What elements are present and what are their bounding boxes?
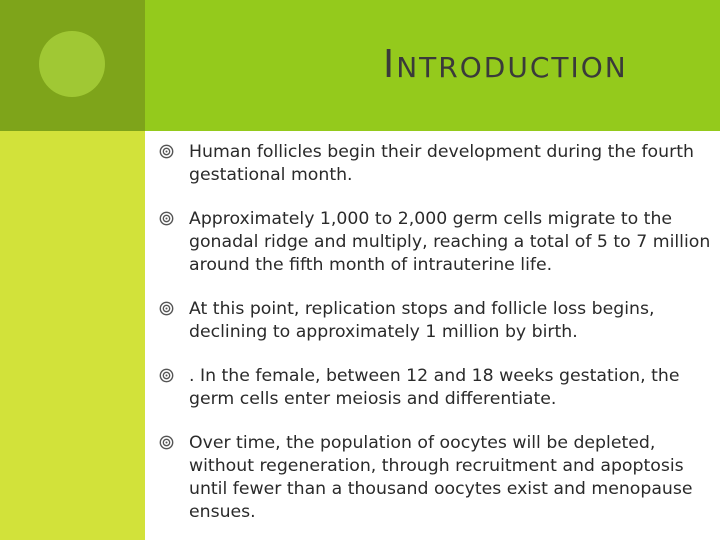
slide-title (383, 42, 628, 86)
target-circle-icon (159, 144, 174, 159)
bullet-item (150, 298, 716, 344)
left-bar-bottom (0, 131, 145, 540)
bullet-text: Human follicles begin their development during the fourth gestational month. (189, 142, 694, 185)
bullet-list (150, 141, 716, 524)
bullet-item (150, 432, 716, 524)
target-circle-icon (159, 301, 174, 316)
slide-title-initial: I (383, 42, 397, 86)
decorative-circle (39, 31, 105, 97)
bullet-text: . In the female, between 12 and 18 weeks gestation, the germ cells enter meiosis and differentiate. (189, 366, 680, 409)
bullet-text: Over time, the population of oocytes will be depleted, without regeneration, through recruitment and apoptosis until fewer than a thousand oocytes exist and menopause ensues. (189, 433, 693, 522)
slide-title-rest: NTRODUCTION (396, 51, 628, 84)
bullet-item (150, 208, 716, 277)
bullet-text: At this point, replication stops and follicle loss begins, declining to approximately 1 million by birth. (189, 299, 655, 342)
target-circle-icon (159, 435, 174, 450)
bullet-text: Approximately 1,000 to 2,000 germ cells migrate to the gonadal ridge and multiply, reaching a total of 5 to 7 million around the fifth month of intrauterine life. (189, 209, 711, 275)
bullet-item (150, 141, 716, 187)
target-circle-icon (159, 211, 174, 226)
target-circle-icon (159, 368, 174, 383)
bullet-item (150, 365, 716, 411)
